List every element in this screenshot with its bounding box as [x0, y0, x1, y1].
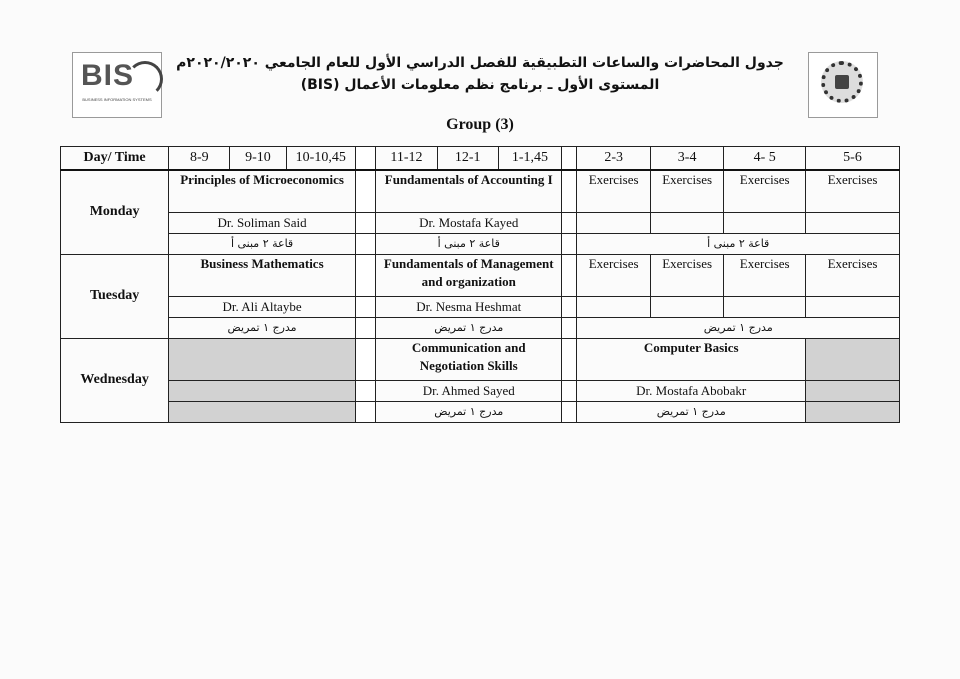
header-row — [61, 147, 900, 171]
empty-cell — [650, 212, 723, 233]
col-1-145: 1-1,45 — [498, 147, 561, 171]
break-separator — [355, 212, 375, 233]
break-separator — [355, 338, 375, 380]
break-separator — [562, 338, 577, 380]
monday-lecturer-1: Dr. Soliman Said — [169, 212, 356, 233]
col-11-12: 11-12 — [376, 147, 437, 171]
bis-logo-subtitle: BUSINESS INFORMATION SYSTEMS — [82, 97, 152, 102]
tuesday-lecturer-row — [61, 296, 900, 317]
break-separator — [355, 401, 375, 422]
break-separator — [355, 380, 375, 401]
seal-emblem-icon — [835, 75, 849, 89]
empty-cell — [724, 296, 806, 317]
tuesday-room-row — [61, 317, 900, 338]
monday-lecturer-row — [61, 212, 900, 233]
wednesday-room-1: مدرج ١ تمريض — [376, 401, 562, 422]
wednesday-lecturer-2: Dr. Mostafa Abobakr — [577, 380, 806, 401]
wednesday-lecturer-row — [61, 380, 900, 401]
tuesday-exercise-4-5: Exercises — [724, 254, 806, 296]
empty-cell — [806, 296, 900, 317]
schedule-header — [170, 52, 790, 96]
shaded-cell — [169, 338, 356, 380]
shaded-cell — [169, 380, 356, 401]
break-separator — [562, 212, 577, 233]
group-title: Group (3) — [446, 116, 514, 133]
university-seal — [808, 52, 878, 118]
break-separator — [355, 296, 375, 317]
monday-room-row — [61, 233, 900, 254]
tuesday-room-3: مدرج ١ تمريض — [577, 317, 900, 338]
monday-exercise-2-3: Exercises — [577, 170, 650, 212]
col-10-1045: 10-10,45 — [286, 147, 355, 171]
wednesday-course-2: Computer Basics — [577, 338, 806, 380]
wednesday-room-2: مدرج ١ تمريض — [577, 401, 806, 422]
header-line-1: جدول المحاضرات والساعات التطبيقية للفصل الدراسي الأول للعام الجامعي ٢٠٢٠/٢٠٢٠م — [176, 55, 784, 71]
tuesday-lecturer-2: Dr. Nesma Heshmat — [376, 296, 562, 317]
tuesday-course-row — [61, 254, 900, 296]
wednesday-room-row — [61, 401, 900, 422]
tuesday-exercise-2-3: Exercises — [577, 254, 650, 296]
bis-swoosh-icon — [127, 61, 163, 97]
day-tuesday: Tuesday — [61, 254, 169, 338]
bis-logo — [72, 52, 162, 118]
monday-exercise-3-4: Exercises — [650, 170, 723, 212]
tuesday-course-1: Business Mathematics — [169, 254, 356, 296]
wednesday-lecturer-1: Dr. Ahmed Sayed — [376, 380, 562, 401]
shaded-cell — [806, 380, 900, 401]
break-separator — [562, 401, 577, 422]
col-9-10: 9-10 — [230, 147, 286, 171]
day-wednesday: Wednesday — [61, 338, 169, 422]
break-separator — [562, 170, 577, 212]
break-separator — [355, 147, 375, 171]
tuesday-exercise-3-4: Exercises — [650, 254, 723, 296]
monday-exercise-4-5: Exercises — [724, 170, 806, 212]
break-separator — [562, 254, 577, 296]
gear-seal-icon — [821, 61, 863, 103]
monday-room-1: قاعة ٢ مبنى أ — [169, 233, 356, 254]
empty-cell — [650, 296, 723, 317]
empty-cell — [806, 212, 900, 233]
monday-lecturer-2: Dr. Mostafa Kayed — [376, 212, 562, 233]
shaded-cell — [806, 401, 900, 422]
schedule-table — [60, 146, 900, 423]
col-2-3: 2-3 — [577, 147, 650, 171]
empty-cell — [724, 212, 806, 233]
break-separator — [562, 296, 577, 317]
wednesday-course-1: Communication and Negotiation Skills — [376, 338, 562, 380]
tuesday-room-2: مدرج ١ تمريض — [376, 317, 562, 338]
col-8-9: 8-9 — [169, 147, 230, 171]
break-separator — [562, 147, 577, 171]
col-12-1: 12-1 — [437, 147, 498, 171]
bis-logo-text: BIS — [81, 59, 135, 92]
break-separator — [355, 170, 375, 212]
break-separator — [355, 233, 375, 254]
col-3-4: 3-4 — [650, 147, 723, 171]
col-4-5: 4- 5 — [724, 147, 806, 171]
day-monday: Monday — [61, 170, 169, 254]
empty-cell — [577, 212, 650, 233]
tuesday-course-2: Fundamentals of Management and organization — [376, 254, 562, 296]
col-day-time: Day/ Time — [61, 147, 169, 171]
shaded-cell — [169, 401, 356, 422]
break-separator — [562, 380, 577, 401]
tuesday-exercise-5-6: Exercises — [806, 254, 900, 296]
break-separator — [355, 317, 375, 338]
wednesday-course-row — [61, 338, 900, 380]
empty-cell — [577, 296, 650, 317]
tuesday-room-1: مدرج ١ تمريض — [169, 317, 356, 338]
monday-course-row — [61, 170, 900, 212]
break-separator — [355, 254, 375, 296]
header-line-2: المستوى الأول ـ برنامج نظم معلومات الأعمال (BIS) — [300, 77, 660, 93]
break-separator — [562, 233, 577, 254]
monday-exercise-5-6: Exercises — [806, 170, 900, 212]
tuesday-lecturer-1: Dr. Ali Altaybe — [169, 296, 356, 317]
shaded-cell — [806, 338, 900, 380]
col-5-6: 5-6 — [806, 147, 900, 171]
break-separator — [562, 317, 577, 338]
monday-room-2: قاعة ٢ مبنى أ — [376, 233, 562, 254]
monday-course-2: Fundamentals of Accounting I — [376, 170, 562, 212]
monday-course-1: Principles of Microeconomics — [169, 170, 356, 212]
monday-room-3: قاعة ٢ مبنى أ — [577, 233, 900, 254]
